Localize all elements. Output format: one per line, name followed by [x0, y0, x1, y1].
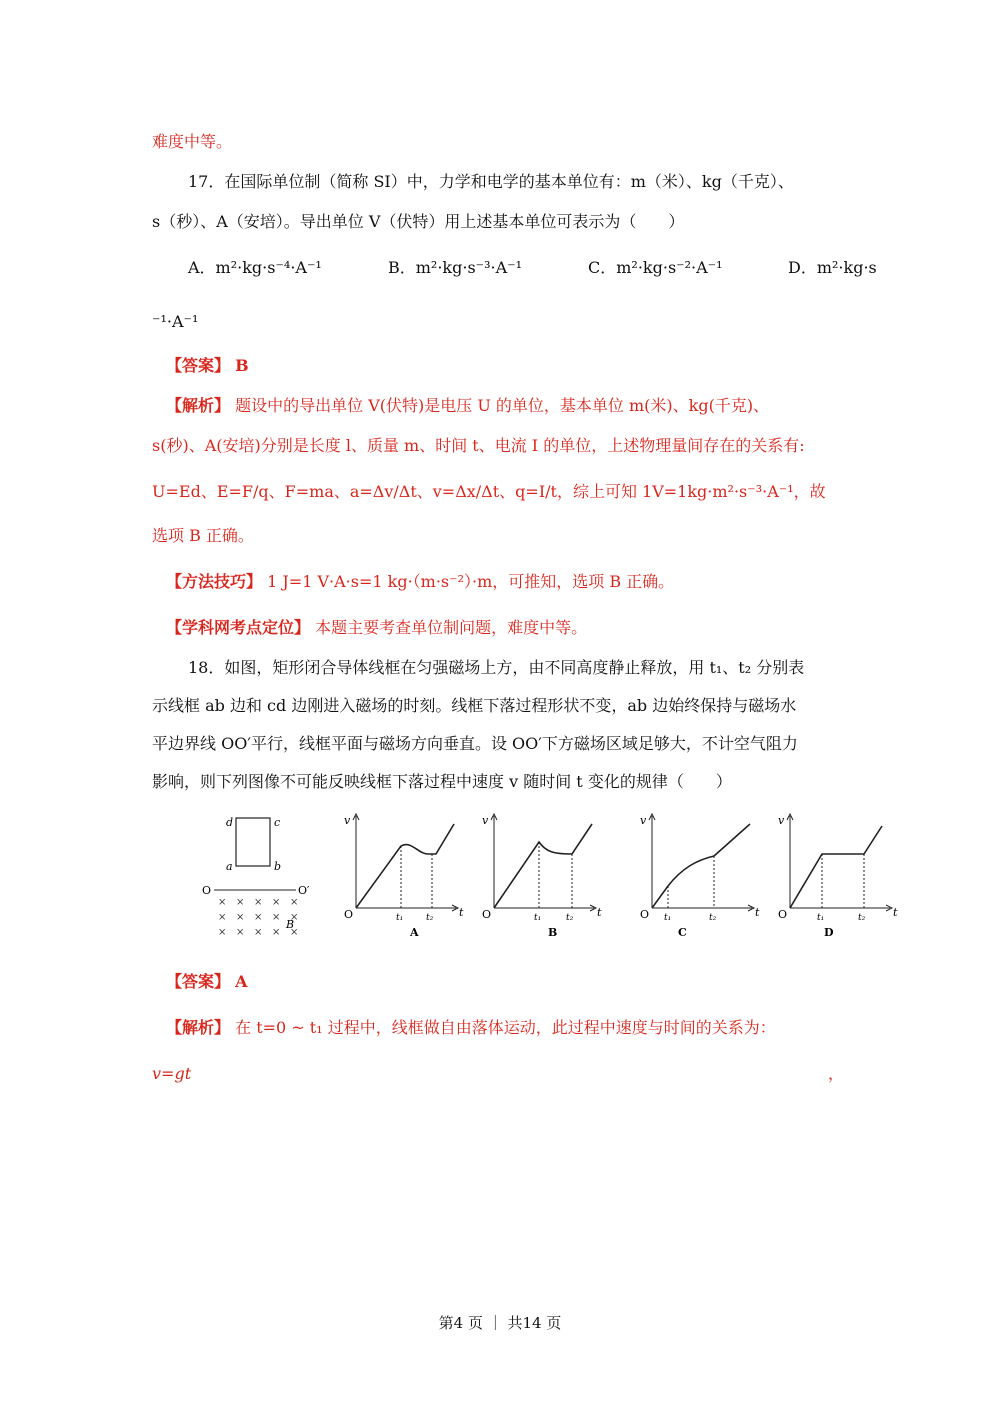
- svg-text:×: ×: [236, 927, 245, 938]
- q17-point-tag: 【学科网考点定位】: [166, 618, 311, 637]
- q17-point-line: [166, 618, 587, 638]
- q18-stem-line4: 影响，则下列图像不可能反映线框下落过程中速度 v 随时间 t 变化的规律（ ）: [152, 772, 732, 791]
- label-d: d: [226, 816, 234, 829]
- svg-text:t: t: [893, 906, 898, 919]
- q17-method-tag: 【方法技巧】: [166, 572, 263, 591]
- q17-point-text: 本题主要考查单位制问题，难度中等。: [315, 618, 588, 637]
- page-footer: 第4 页 ｜ 共14 页: [438, 1314, 562, 1332]
- q18-analysis-line2: v=gt: [152, 1064, 192, 1083]
- q17-analysis-line1: [166, 396, 769, 416]
- wire-frame: [236, 818, 270, 866]
- svg-text:v: v: [640, 814, 647, 827]
- svg-text:t₂: t₂: [566, 913, 574, 923]
- q18-analysis-tag: 【解析】: [166, 1018, 231, 1037]
- svg-text:t: t: [755, 906, 760, 919]
- q18-stem-line3: 平边界线 OO′平行，线框平面与磁场方向垂直。设 OO′下方磁场区域足够大，不计空气阻力: [152, 734, 798, 753]
- graph-a: [344, 814, 464, 939]
- q18-analysis-line1: [166, 1018, 776, 1038]
- q17-method-line: [166, 572, 674, 592]
- svg-text:O: O: [778, 908, 788, 921]
- q17-stem-line1: 17．在国际单位制（简称 SI）中，力学和电学的基本单位有：m（米）、kg（千克）、: [188, 172, 794, 191]
- svg-text:×: ×: [290, 912, 299, 923]
- q17-analysis-tag: 【解析】: [166, 396, 231, 415]
- q18-answer: [166, 972, 248, 992]
- svg-text:v: v: [344, 814, 351, 827]
- q17-answer: [166, 356, 249, 376]
- svg-text:O: O: [640, 908, 650, 921]
- previous-question-tail: 难度中等。: [152, 132, 233, 151]
- svg-text:t₁: t₁: [664, 913, 672, 923]
- svg-text:t₁: t₁: [817, 913, 825, 923]
- q17-analysis-line3: U=Ed、E=F/q、F=ma、a=Δv/Δt、v=Δx/Δt、q=I/t，综上可知 1V=1kg·m²·s⁻³·A⁻¹，故: [152, 482, 826, 501]
- svg-text:×: ×: [218, 897, 227, 908]
- caption-c: C: [678, 926, 687, 939]
- svg-text:×: ×: [272, 912, 281, 923]
- svg-text:t₂: t₂: [858, 913, 866, 923]
- svg-text:×: ×: [254, 897, 263, 908]
- q18-stem-line2: 示线框 ab 边和 cd 边刚进入磁场的时刻。线框下落过程形状不变，ab 边始终保持与磁场水: [152, 696, 797, 715]
- caption-d: D: [824, 926, 834, 939]
- svg-text:×: ×: [254, 912, 263, 923]
- q18-answer-tag: 【答案】: [166, 972, 231, 991]
- svg-text:t₁: t₁: [396, 913, 404, 923]
- q17-analysis-line4: 选项 B 正确。: [152, 526, 254, 545]
- q18-analysis-text1: 在 t=0 ~ t₁ 过程中，线框做自由落体运动，此过程中速度与时间的关系为：: [235, 1018, 776, 1037]
- svg-text:t₂: t₂: [426, 913, 434, 923]
- label-a: a: [226, 860, 233, 873]
- svg-text:×: ×: [272, 927, 281, 938]
- q17-answer-tag: 【答案】: [166, 356, 231, 375]
- svg-text:×: ×: [290, 897, 299, 908]
- q17-option-b: B．m²·kg·s⁻³·A⁻¹: [388, 258, 523, 277]
- label-O-prime: O′: [298, 884, 310, 897]
- svg-text:×: ×: [218, 912, 227, 923]
- svg-text:×: ×: [290, 927, 299, 938]
- svg-text:v: v: [482, 814, 489, 827]
- label-c: c: [274, 816, 281, 829]
- svg-text:t: t: [597, 906, 602, 919]
- svg-text:O: O: [344, 908, 354, 921]
- graph-d: [778, 814, 898, 939]
- svg-text:O: O: [482, 908, 492, 921]
- caption-a: A: [410, 926, 419, 939]
- svg-text:×: ×: [254, 927, 263, 938]
- svg-text:t: t: [459, 906, 464, 919]
- q18-figure: [196, 812, 896, 942]
- label-B: B: [286, 918, 295, 931]
- graph-b: [482, 814, 602, 939]
- svg-text:×: ×: [236, 912, 245, 923]
- q18-stem-line1: 18．如图，矩形闭合导体线框在匀强磁场上方，由不同高度静止释放，用 t₁、t₂ 分别表: [188, 658, 805, 677]
- q17-option-a: A．m²·kg·s⁻⁴·A⁻¹: [188, 258, 322, 277]
- svg-text:t₁: t₁: [534, 913, 542, 923]
- frame-diagram: [202, 816, 310, 938]
- q18-analysis-line2-tail: ，: [828, 1064, 845, 1083]
- q17-answer-value: B: [235, 356, 249, 375]
- svg-text:×: ×: [218, 927, 227, 938]
- q17-stem-line2: s（秒）、A（安培）。导出单位 V（伏特）用上述基本单位可表示为（ ）: [152, 212, 685, 231]
- q18-answer-value: A: [235, 972, 248, 991]
- q17-analysis-text1: 题设中的导出单位 V(伏特)是电压 U 的单位，基本单位 m(米)、kg(千克)、: [235, 396, 770, 415]
- q17-option-d: D．m²·kg·s: [788, 258, 877, 277]
- q17-option-c: C．m²·kg·s⁻²·A⁻¹: [588, 258, 723, 277]
- caption-b: B: [548, 926, 558, 939]
- svg-text:×: ×: [272, 897, 281, 908]
- q17-analysis-line2: s(秒)、A(安培)分别是长度 l、质量 m、时间 t、电流 I 的单位，上述物理量间存在的关系有:: [152, 436, 805, 455]
- label-b: b: [274, 860, 282, 873]
- svg-text:×: ×: [236, 897, 245, 908]
- label-O: O: [202, 884, 212, 897]
- graph-c: [640, 814, 760, 939]
- svg-text:v: v: [778, 814, 785, 827]
- q17-method-text: 1 J=1 V·A·s=1 kg·（m·s⁻²）·m，可推知，选项 B 正确。: [267, 572, 675, 591]
- q17-option-d-continued: ⁻¹·A⁻¹: [152, 312, 199, 331]
- svg-text:t₂: t₂: [709, 913, 717, 923]
